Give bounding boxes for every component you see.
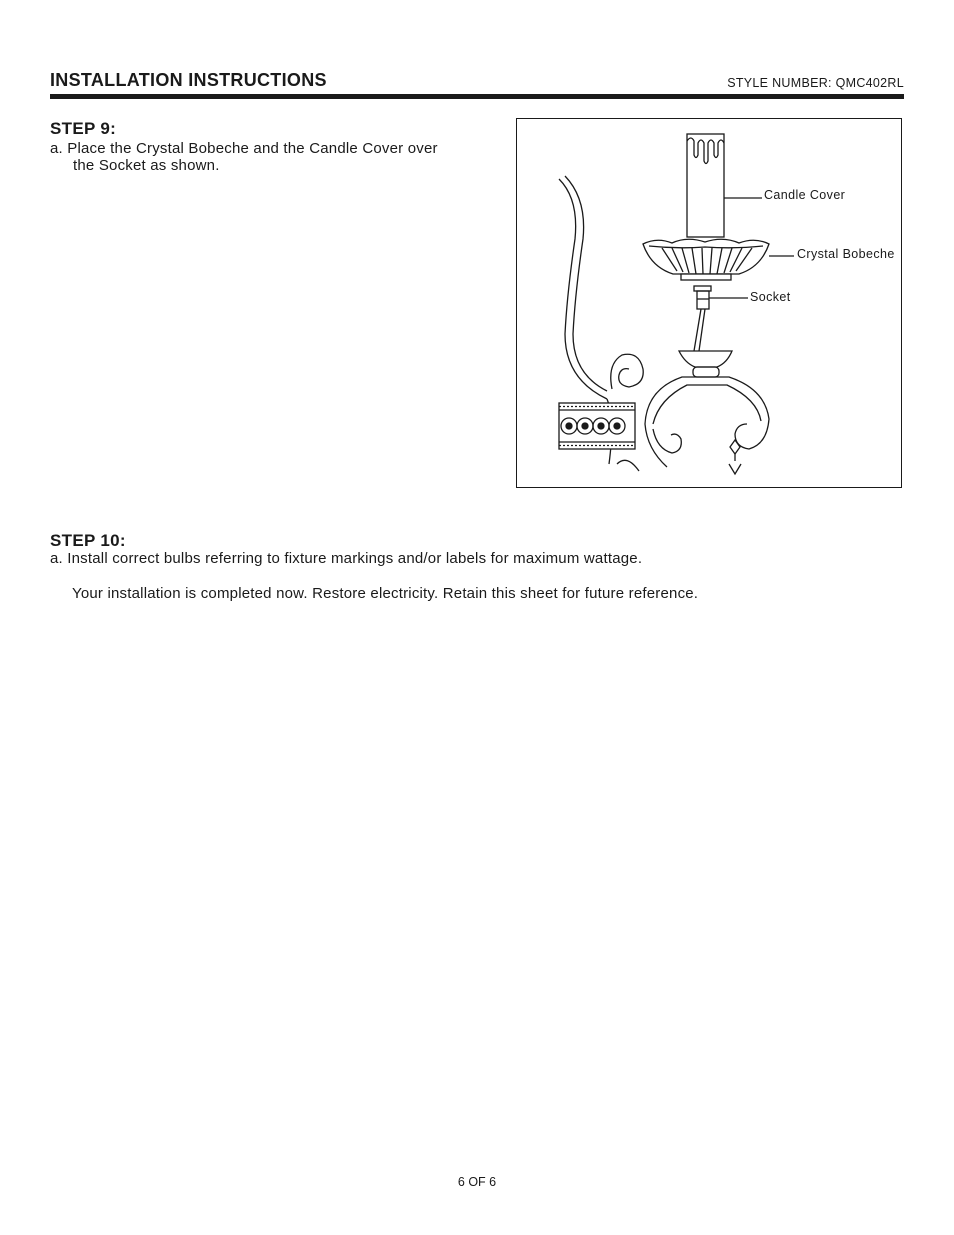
socket-label: Socket <box>750 290 791 304</box>
candle-assembly-drawing <box>517 119 903 489</box>
candle-cover-label: Candle Cover <box>764 188 846 202</box>
candle-holder-drawing <box>679 351 732 377</box>
step9-line1: a. Place the Crystal Bobeche and the Candle Cover over <box>50 140 438 157</box>
style-number: STYLE NUMBER: QMC402RL <box>727 76 904 90</box>
step9-line2: the Socket as shown. <box>73 157 220 174</box>
step10-line1: a. Install correct bulbs referring to fixture markings and/or labels for maximum wattage. <box>50 550 643 567</box>
step9-text <box>50 140 438 174</box>
socket-drawing <box>694 286 748 351</box>
crystal-bobeche-label: Crystal Bobeche <box>797 247 895 261</box>
step10-heading: STEP 10: <box>50 531 126 550</box>
page-title: INSTALLATION INSTRUCTIONS <box>50 70 327 90</box>
decorative-band-drawing <box>559 403 635 449</box>
header-rule <box>50 94 904 99</box>
installation-figure <box>516 118 902 488</box>
candle-cover-drawing <box>687 134 762 237</box>
step10-line2: Your installation is completed now. Restore electricity. Retain this sheet for future reference. <box>72 585 699 602</box>
crystal-bobeche-drawing <box>643 239 794 280</box>
page-number: 6 OF 6 <box>457 1175 497 1189</box>
step9-heading: STEP 9: <box>50 119 117 138</box>
hanging-crystal-drawing <box>729 440 741 474</box>
